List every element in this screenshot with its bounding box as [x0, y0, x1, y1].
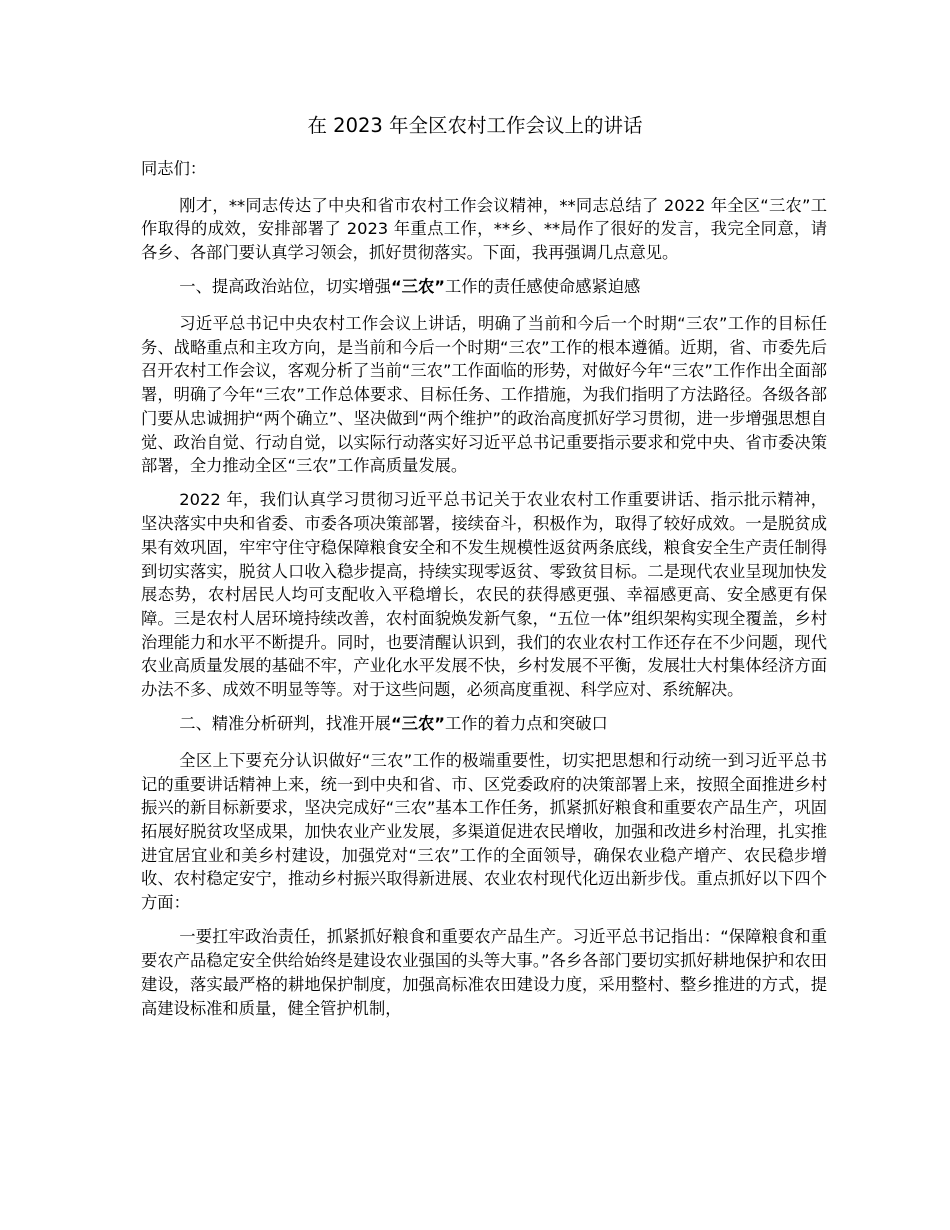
paragraph-section-2a: 全区上下要充分认识做好“三农”工作的极端重要性，切实把思想和行动统一到习近平总书记的重要讲话精神上来，统一到中央和省、市、区党委政府的决策部署上来，按照全面推进乡村振兴的新目标新要求，坚决完成好“三农”基本工作任务，抓紧抓好粮食和重要农产品生产，巩固拓展好脱贫攻坚成果，加快农业产业发展，多渠道促进农民增收，加强和改进乡村治理，扎实推进宜居宜业和美乡村建设，加强党对“三农”工作的全面领导，确保农业稳产增产、农民稳步增收、农村稳定安宁，推动乡村振兴取得新进展、农业农村现代化迈出新步伐。重点抓好以下四个方面： [141, 750, 827, 913]
document-body [141, 157, 827, 1031]
section-heading-2 [141, 712, 827, 736]
section-heading-2-suffix: 工作的着力点和突破口 [444, 714, 608, 734]
paragraph-intro: 刚才，**同志传达了中央和省市农村工作会议精神，**同志总结了 2022 年全区“三农”工作取得的成效，安排部署了 2023 年重点工作，**乡、**局作了很好的发言，我完全同意，请各乡、各部门要认真学习领会，抓好贯彻落实。下面，我再强调几点意见。 [141, 195, 827, 263]
section-heading-2-quoted: “三农” [390, 714, 445, 734]
greeting: 同志们： [141, 159, 207, 178]
paragraph-section-1a: 习近平总书记中央农村工作会议上讲话，明确了当前和今后一个时期“三农”工作的目标任务、战略重点和主攻方向，是当前和今后一个时期“三农”工作的根本遵循。近期，省、市委先后召开农村工作会议，客观分析了当前“三农”工作面临的形势，对做好今年“三农”工作作出全面部署，明确了今年“三农”工作总体要求、目标任务、工作措施，为我们指明了方法路径。各级各部门要从忠诚拥护“两个确立”、坚决做到“两个维护”的政治高度抓好学习贯彻，进一步增强思想自觉、政治自觉、行动自觉，以实际行动落实好习近平总书记重要指示要求和党中央、省市委决策部署，全力推动全区“三农”工作高质量发展。 [141, 314, 827, 476]
section-heading-2-prefix: 二、精准分析研判，找准开展 [179, 714, 391, 734]
paragraph-section-2b: 一要扛牢政治责任，抓紧抓好粮食和重要农产品生产。习近平总书记指出：“保障粮食和重要农产品稳定安全供给始终是建设农业强国的头等大事。”各乡各部门要切实抓好耕地保护和农田建设，落实最严格的耕地保护制度，加强高标准农田建设力度，采用整村、整乡推进的方式，提高建设标准和质量，健全管护机制， [141, 927, 827, 1018]
paragraph-section-1b: 2022 年，我们认真学习贯彻习近平总书记关于农业农村工作重要讲话、指示批示精神，坚决落实中央和省委、市委各项决策部署，接续奋斗，积极作为，取得了较好成效。一是脱贫成果有效巩固，牢牢守住守稳保障粮食安全和不发生规模性返贫两条底线，粮食安全生产责任制得到切实落实，脱贫人口收入稳步提高，持续实现零返贫、零致贫目标。二是现代农业呈现加快发展态势，农村居民人均可支配收入平稳增长，农民的获得感更强、幸福感更高、安全感更有保障。三是农村人居环境持续改善，农村面貌焕发新气象，“五位一体”组织架构实现全覆盖，乡村治理能力和水平不断提升。同时，也要清醒认识到，我们的农业农村工作还存在不少问题，现代农业高质量发展的基础不牢，产业化水平发展不快，乡村发展不平衡，发展壮大村集体经济方面办法不多、成效不明显等等。对于这些问题，必须高度重视、科学应对、系统解决。 [141, 490, 827, 700]
section-heading-1-prefix: 一、提高政治站位，切实增强 [179, 277, 391, 297]
section-heading-1 [141, 275, 827, 299]
section-heading-1-suffix: 工作的责任感使命感紧迫感 [444, 277, 641, 297]
document-title: 在 2023 年全区农村工作会议上的讲话 [307, 114, 643, 137]
section-heading-1-quoted: “三农” [390, 277, 445, 297]
